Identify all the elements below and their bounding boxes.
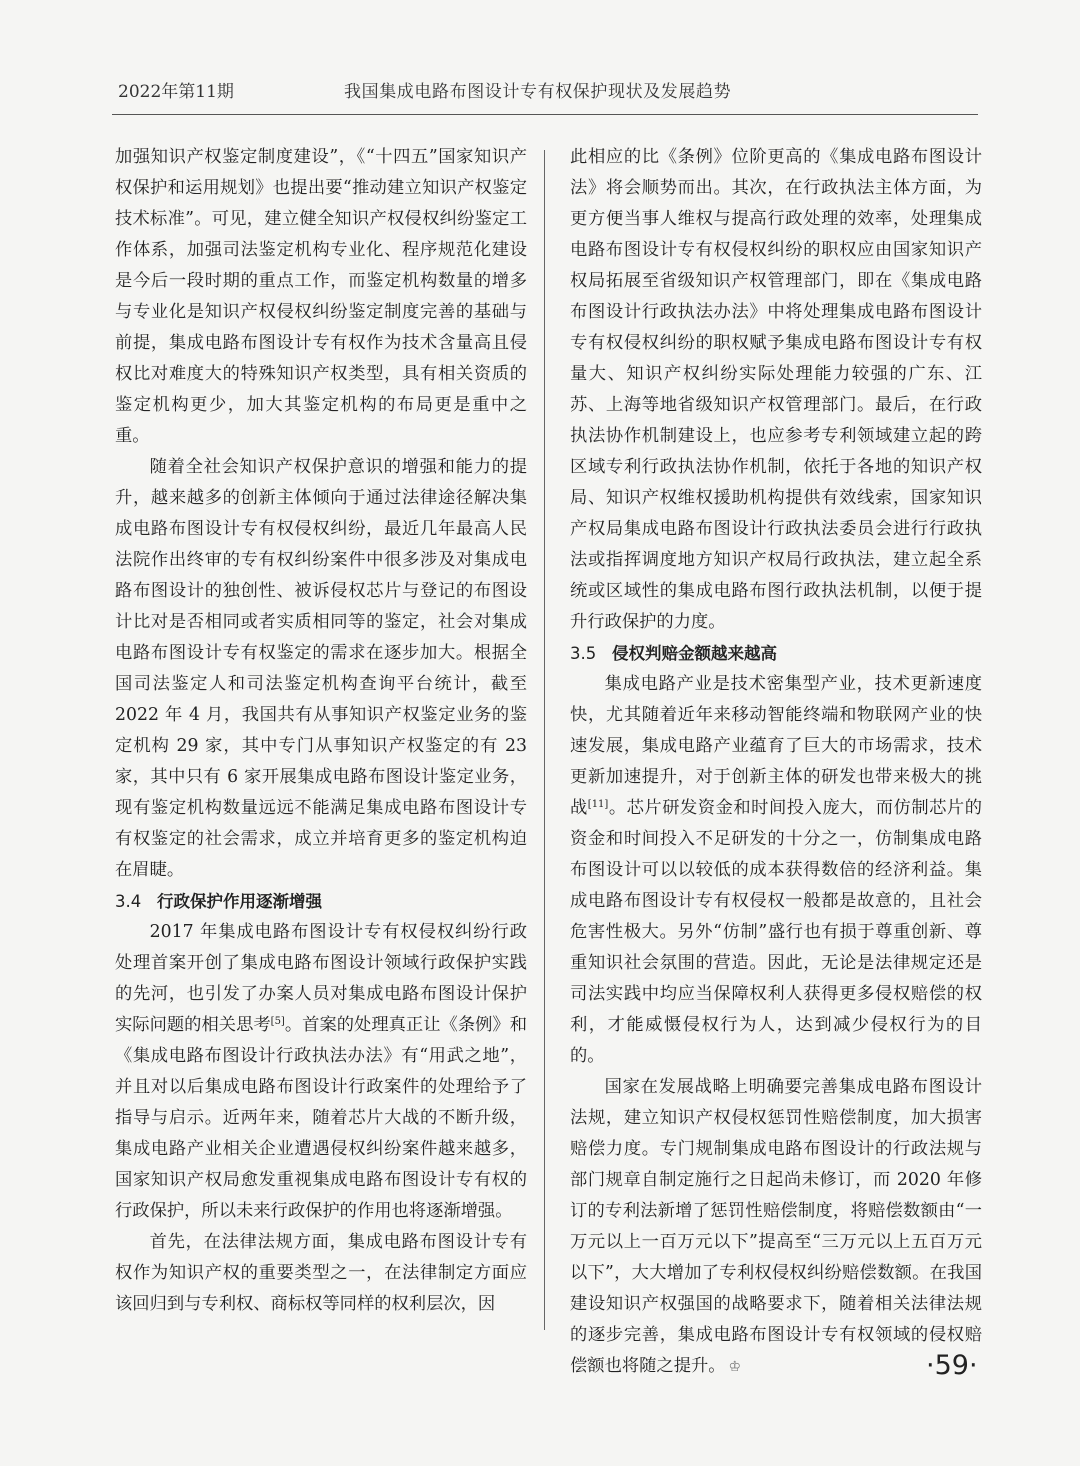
journal-issue: 2022年第11期 bbox=[118, 82, 234, 102]
citation-ref: [11] bbox=[587, 799, 609, 810]
page-number: ·59· bbox=[926, 1350, 978, 1381]
citation-ref: [5] bbox=[270, 1016, 285, 1027]
running-header bbox=[112, 74, 978, 115]
paragraph-text: 集成电路产业是技术密集型产业，技术更新速度快，尤其随着近年来移动智能终端和物联网产业的快速发展，集成电路产业蕴育了巨大的市场需求，技术更新加速提升，对于创新主体的研发也带来极大的挑战 bbox=[570, 674, 982, 818]
section-title: 侵权判赔金额越来越高 bbox=[612, 644, 777, 663]
left-paragraph-3 bbox=[115, 917, 527, 1227]
left-paragraph-2: 随着全社会知识产权保护意识的增强和能力的提升，越来越多的创新主体倾向于通过法律途径解决集成电路布图设计专有权侵权纠纷，最近几年最高人民法院作出终审的专有权纠纷案件中很多涉及对集成电路布图设计的独创性、被诉侵权芯片与登记的布图设计比对是否相同或者实质相同等的鉴定，社会对集成电路布图设计专有权鉴定的需求在逐步加大。根据全国司法鉴定人和司法鉴定机构查询平台统计，截至 2022 年 4 月，我国共有从事知识产权鉴定业务的鉴定机构 29 家，其中专门从事知识产权鉴定的有 23 家，其中只有 6 家开展集成电路布图设计鉴定业务，现有鉴定机构数量远远不能满足集成电路布图设计专有权鉴定的社会需求，成立并培育更多的鉴定机构迫在眉睫。 bbox=[115, 457, 527, 880]
right-paragraph-3 bbox=[570, 1072, 982, 1383]
paragraph-text: 。首案的处理真正让《条例》和《集成电路布图设计行政执法办法》有“用武之地”，并且对以后集成电路布图设计行政案件的处理给予了指导与启示。近两年来，随着芯片大战的不断升级，集成电路产业相关企业遭遇侵权纠纷案件越来越多，国家知识产权局愈发重视集成电路布图设计专有权的行政保护，所以未来行政保护的作用也将逐渐增强。 bbox=[115, 1015, 527, 1221]
paragraph-text: 2017 年集成电路布图设计专有权侵权纠纷行政处理首案开创了集成电路布图设计领域行政保护实践的先河，也引发了办案人员对集成电路布图设计保护实际问题的相关思考 bbox=[115, 922, 527, 1035]
paragraph-text: 。芯片研发资金和时间投入庞大，而仿制芯片的资金和时间投入不足研发的十分之一，仿制集成电路布图设计可以以较低的成本获得数倍的经济利益。集成电路布图设计专有权侵权一般都是故意的，且社会危害性极大。另外“仿制”盛行也有损于尊重创新、尊重知识社会氛围的营造。因此，无论是法律规定还是司法实践中均应当保障权利人获得更多侵权赔偿的权利，才能威慑侵权行为人，达到减少侵权行为的目的。 bbox=[570, 798, 982, 1066]
section-number: 3.5 bbox=[570, 644, 597, 663]
right-paragraph-1: 此相应的比《条例》位阶更高的《集成电路布图设计法》将会顺势而出。其次，在行政执法主体方面，为更方便当事人维权与提高行政处理的效率，处理集成电路布图设计专有权侵权纠纷的职权应由国家知识产权局拓展至省级知识产权管理部门，即在《集成电路布图设计行政执法办法》中将处理集成电路布图设计专有权侵权纠纷的职权赋予集成电路布图设计专有权量大、知识产权纠纷实际处理能力较强的广东、江苏、上海等地省级知识产权管理部门。最后，在行政执法协作机制建设上，也应参考专利领域建立起的跨区域专利行政执法协作机制，依托于各地的知识产权局、知识产权维权援助机构提供有效线索，国家知识产权局集成电路布图设计行政执法委员会进行行政执法或指挥调度地方知识产权局行政执法，建立起全系统或区域性的集成电路布图行政执法机制，以便于提升行政保护的力度。 bbox=[570, 147, 982, 632]
paragraph-text: 国家在发展战略上明确要完善集成电路布图设计法规，建立知识产权侵权惩罚性赔偿制度，加大损害赔偿力度。专门规制集成电路布图设计的行政法规与部门规章自制定施行之日起尚未修订，而 2020 年修订的专利法新增了惩罚性赔偿制度，将赔偿数额由“一万元以上一百万元以下”提高至“三万元以上五百万元以下”，大大增加了专利权侵权纠纷赔偿数额。在我国建设知识产权强国的战略要求下，随着相关法律法规的逐步完善，集成电路布图设计专有权领域的侵权赔偿额也将随之提升。 bbox=[570, 1077, 982, 1376]
right-column bbox=[570, 142, 982, 1383]
left-paragraph-1: 加强知识产权鉴定制度建设”，《“十四五”国家知识产权保护和运用规划》也提出要“推动建立知识产权鉴定技术标准”。可见，建立健全知识产权侵权纠纷鉴定工作体系，加强司法鉴定机构专业化、程序规范化建设是今后一段时期的重点工作，而鉴定机构数量的增多与专业化是知识产权侵权纠纷鉴定制度完善的基础与前提，集成电路布图设计专有权作为技术含量高且侵权比对难度大的特殊知识产权类型，具有相关资质的鉴定机构更少，加大其鉴定机构的布局更是重中之重。 bbox=[115, 147, 527, 446]
column-divider bbox=[544, 150, 545, 1330]
section-title: 行政保护作用逐渐增强 bbox=[157, 892, 322, 911]
left-column bbox=[115, 142, 527, 1320]
section-3-4-heading bbox=[115, 886, 527, 917]
section-number: 3.4 bbox=[115, 892, 142, 911]
article-running-title: 我国集成电路布图设计专有权保护现状及发展趋势 bbox=[344, 82, 732, 102]
article-end-icon: ♔ bbox=[728, 1359, 742, 1375]
right-paragraph-2 bbox=[570, 669, 982, 1072]
section-3-5-heading bbox=[570, 638, 982, 669]
left-paragraph-4: 首先，在法律法规方面，集成电路布图设计专有权作为知识产权的重要类型之一，在法律制定方面应该回归到与专利权、商标权等同样的权利层次，因 bbox=[115, 1232, 527, 1314]
